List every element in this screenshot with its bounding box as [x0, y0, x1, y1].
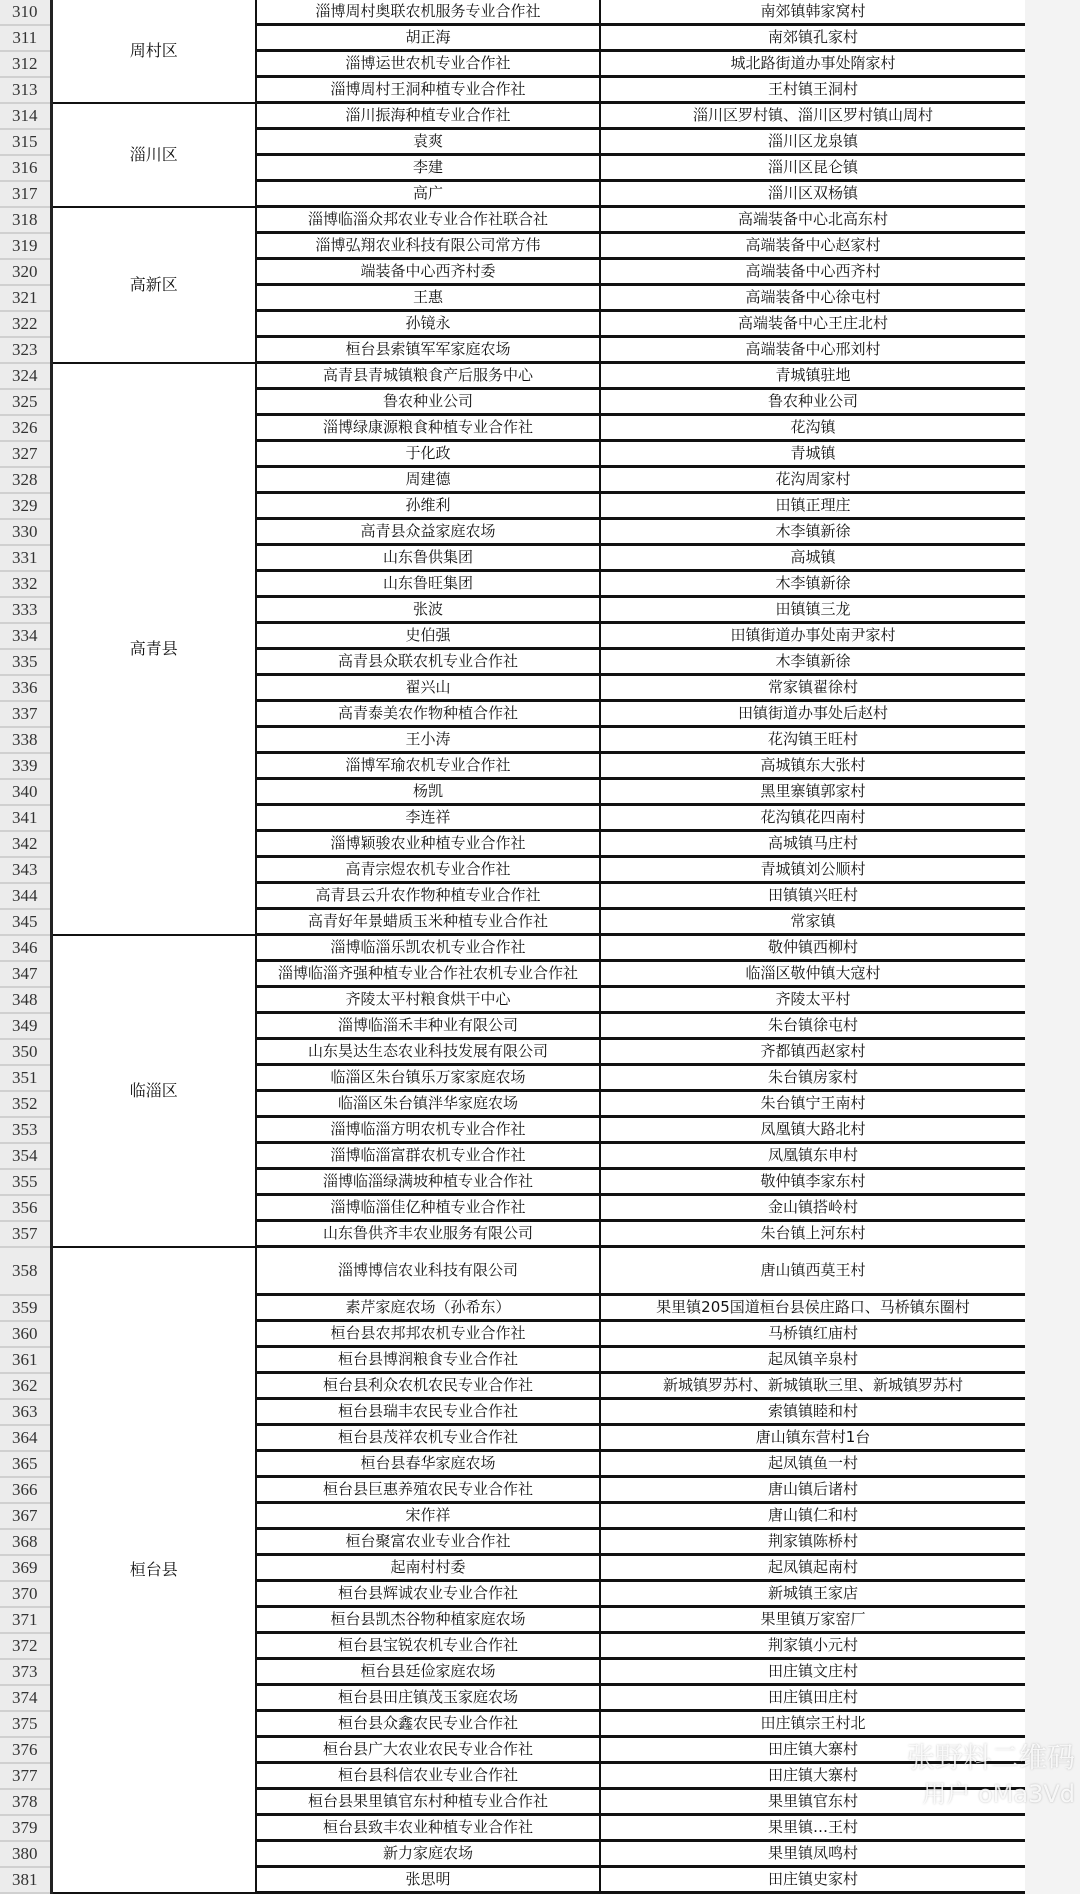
- name-cell[interactable]: 淄博颖骏农业种植专业合作社: [256, 831, 600, 857]
- location-cell[interactable]: 朱台镇徐屯村: [600, 1013, 1025, 1039]
- row-header[interactable]: 334: [0, 623, 51, 649]
- table-row: [0, 207, 1025, 233]
- row-header[interactable]: 325: [0, 389, 51, 415]
- name-cell[interactable]: 淄博弘翔农业科技有限公司常方伟: [256, 233, 600, 259]
- name-cell[interactable]: 孙镜永: [256, 311, 600, 337]
- row-header[interactable]: 323: [0, 337, 51, 363]
- row-header[interactable]: 338: [0, 727, 51, 753]
- row-header[interactable]: 347: [0, 961, 51, 987]
- name-cell[interactable]: 山东昊达生态农业科技发展有限公司: [256, 1039, 600, 1065]
- row-header[interactable]: 368: [0, 1529, 51, 1555]
- location-cell[interactable]: 田庄镇宗王村北: [600, 1711, 1025, 1737]
- row-header[interactable]: 350: [0, 1039, 51, 1065]
- location-cell[interactable]: 高端装备中心王庄北村: [600, 311, 1025, 337]
- location-cell[interactable]: 花沟周家村: [600, 467, 1025, 493]
- location-cell[interactable]: 田庄镇大寨村: [600, 1737, 1025, 1763]
- row-header[interactable]: 339: [0, 753, 51, 779]
- row-header[interactable]: 353: [0, 1117, 51, 1143]
- name-cell[interactable]: 起南村村委: [256, 1555, 600, 1581]
- location-cell[interactable]: 花沟镇: [600, 415, 1025, 441]
- name-cell[interactable]: 山东鲁供齐丰农业服务有限公司: [256, 1221, 600, 1247]
- location-cell[interactable]: 起凤镇起南村: [600, 1555, 1025, 1581]
- row-header[interactable]: 351: [0, 1065, 51, 1091]
- row-header[interactable]: 326: [0, 415, 51, 441]
- location-cell[interactable]: 黑里寨镇郭家村: [600, 779, 1025, 805]
- location-cell[interactable]: 高端装备中心西齐村: [600, 259, 1025, 285]
- row-header[interactable]: 374: [0, 1685, 51, 1711]
- name-cell[interactable]: 淄博军瑜农机专业合作社: [256, 753, 600, 779]
- row-header[interactable]: 336: [0, 675, 51, 701]
- location-cell[interactable]: 南郊镇孔家村: [600, 25, 1025, 51]
- location-cell[interactable]: 起凤镇鱼一村: [600, 1451, 1025, 1477]
- row-header[interactable]: 327: [0, 441, 51, 467]
- row-header[interactable]: 360: [0, 1321, 51, 1347]
- location-cell[interactable]: 果里镇…王村: [600, 1815, 1025, 1841]
- name-cell[interactable]: 桓台县茂祥农机专业合作社: [256, 1425, 600, 1451]
- location-cell[interactable]: 南郊镇韩家窝村: [600, 0, 1025, 25]
- name-cell[interactable]: 桓台县果里镇官东村种植专业合作社: [256, 1789, 600, 1815]
- location-cell[interactable]: 常家镇: [600, 909, 1025, 935]
- name-cell[interactable]: 张思明: [256, 1867, 600, 1893]
- location-cell[interactable]: 高端装备中心徐屯村: [600, 285, 1025, 311]
- location-cell[interactable]: 唐山镇西莫王村: [600, 1247, 1025, 1295]
- location-cell[interactable]: 木李镇新徐: [600, 519, 1025, 545]
- location-cell[interactable]: 花沟镇花四南村: [600, 805, 1025, 831]
- name-cell[interactable]: 素芹家庭农场（孙希东）: [256, 1295, 600, 1321]
- location-cell[interactable]: 王村镇王洞村: [600, 77, 1025, 103]
- row-header[interactable]: 322: [0, 311, 51, 337]
- name-cell[interactable]: 淄博周村王洞种植专业合作社: [256, 77, 600, 103]
- location-cell[interactable]: 临淄区敬仲镇大寇村: [600, 961, 1025, 987]
- name-cell[interactable]: 桓台县广大农业农民专业合作社: [256, 1737, 600, 1763]
- location-cell[interactable]: 田庄镇史家村: [600, 1867, 1025, 1893]
- location-cell[interactable]: 城北路街道办事处隋家村: [600, 51, 1025, 77]
- watermark-line2: 用户 oMa3Vd: [922, 1780, 1075, 1808]
- row-header[interactable]: 378: [0, 1789, 51, 1815]
- location-cell[interactable]: 果里镇205国道桓台县侯庄路口、马桥镇东圈村: [600, 1295, 1025, 1321]
- location-cell[interactable]: 常家镇翟徐村: [600, 675, 1025, 701]
- name-cell[interactable]: 桓台聚富农业专业合作社: [256, 1529, 600, 1555]
- name-cell[interactable]: 王惠: [256, 285, 600, 311]
- name-cell[interactable]: 史伯强: [256, 623, 600, 649]
- row-header[interactable]: 343: [0, 857, 51, 883]
- location-cell[interactable]: 高城镇: [600, 545, 1025, 571]
- row-header[interactable]: 359: [0, 1295, 51, 1321]
- row-header[interactable]: 341: [0, 805, 51, 831]
- district-cell[interactable]: 周村区: [51, 0, 256, 103]
- location-cell[interactable]: 高端装备中心北高东村: [600, 207, 1025, 233]
- row-header[interactable]: 332: [0, 571, 51, 597]
- row-header[interactable]: 337: [0, 701, 51, 727]
- row-header[interactable]: 320: [0, 259, 51, 285]
- table-row: [0, 363, 1025, 389]
- location-cell[interactable]: 花沟镇王旺村: [600, 727, 1025, 753]
- location-cell[interactable]: 齐都镇西赵家村: [600, 1039, 1025, 1065]
- name-cell[interactable]: 淄博临淄齐强种植专业合作社农机专业合作社: [256, 961, 600, 987]
- location-cell[interactable]: 索镇镇睦和村: [600, 1399, 1025, 1425]
- row-header[interactable]: 316: [0, 155, 51, 181]
- location-cell[interactable]: 田镇镇兴旺村: [600, 883, 1025, 909]
- row-header[interactable]: 366: [0, 1477, 51, 1503]
- location-cell[interactable]: 果里镇官东村: [600, 1789, 1025, 1815]
- location-cell[interactable]: 唐山镇东营村1台: [600, 1425, 1025, 1451]
- row-header[interactable]: 357: [0, 1221, 51, 1247]
- location-cell[interactable]: 金山镇搭岭村: [600, 1195, 1025, 1221]
- row-header[interactable]: 310: [0, 0, 51, 25]
- row-header[interactable]: 356: [0, 1195, 51, 1221]
- location-cell[interactable]: 果里镇凤鸣村: [600, 1841, 1025, 1867]
- name-cell[interactable]: 高青泰美农作物种植合作社: [256, 701, 600, 727]
- row-header[interactable]: 319: [0, 233, 51, 259]
- row-header[interactable]: 313: [0, 77, 51, 103]
- name-cell[interactable]: 鲁农种业公司: [256, 389, 600, 415]
- row-header[interactable]: 324: [0, 363, 51, 389]
- row-header[interactable]: 370: [0, 1581, 51, 1607]
- name-cell[interactable]: 桓台县农邦邦农机专业合作社: [256, 1321, 600, 1347]
- row-header[interactable]: 348: [0, 987, 51, 1013]
- row-header[interactable]: 344: [0, 883, 51, 909]
- location-cell[interactable]: 田镇正理庄: [600, 493, 1025, 519]
- row-header[interactable]: 317: [0, 181, 51, 207]
- name-cell[interactable]: 山东鲁旺集团: [256, 571, 600, 597]
- row-header[interactable]: 340: [0, 779, 51, 805]
- row-header[interactable]: 375: [0, 1711, 51, 1737]
- location-cell[interactable]: 齐陵太平村: [600, 987, 1025, 1013]
- row-header[interactable]: 362: [0, 1373, 51, 1399]
- name-cell[interactable]: 淄博绿康源粮食种植专业合作社: [256, 415, 600, 441]
- row-header[interactable]: 355: [0, 1169, 51, 1195]
- location-cell[interactable]: 朱台镇宁王南村: [600, 1091, 1025, 1117]
- name-cell[interactable]: 桓台县博润粮食专业合作社: [256, 1347, 600, 1373]
- location-cell[interactable]: 凤凰镇东申村: [600, 1143, 1025, 1169]
- row-header[interactable]: 346: [0, 935, 51, 961]
- location-cell[interactable]: 木李镇新徐: [600, 649, 1025, 675]
- name-cell[interactable]: 宋作祥: [256, 1503, 600, 1529]
- location-cell[interactable]: 朱台镇房家村: [600, 1065, 1025, 1091]
- row-header[interactable]: 328: [0, 467, 51, 493]
- row-header[interactable]: 349: [0, 1013, 51, 1039]
- name-cell[interactable]: 淄博临淄方明农机专业合作社: [256, 1117, 600, 1143]
- table-row: [0, 1247, 1025, 1295]
- location-cell[interactable]: 淄川区昆仑镇: [600, 155, 1025, 181]
- name-cell[interactable]: 淄博临淄富群农机专业合作社: [256, 1143, 600, 1169]
- row-header[interactable]: 329: [0, 493, 51, 519]
- location-cell[interactable]: 果里镇万家窑厂: [600, 1607, 1025, 1633]
- name-cell[interactable]: 高青县云升农作物种植专业合作社: [256, 883, 600, 909]
- name-cell[interactable]: 周建德: [256, 467, 600, 493]
- location-cell[interactable]: 高城镇东大张村: [600, 753, 1025, 779]
- name-cell[interactable]: 端装备中心西齐村委: [256, 259, 600, 285]
- row-header[interactable]: 381: [0, 1867, 51, 1893]
- name-cell[interactable]: 桓台县科信农业专业合作社: [256, 1763, 600, 1789]
- name-cell[interactable]: 高青宗煜农机专业合作社: [256, 857, 600, 883]
- location-cell[interactable]: 马桥镇红庙村: [600, 1321, 1025, 1347]
- name-cell[interactable]: 淄博周村奥联农机服务专业合作社: [256, 0, 600, 25]
- row-header[interactable]: 376: [0, 1737, 51, 1763]
- row-header[interactable]: 312: [0, 51, 51, 77]
- location-cell[interactable]: 田镇镇三龙: [600, 597, 1025, 623]
- name-cell[interactable]: 淄博临淄众邦农业专业合作社联合社: [256, 207, 600, 233]
- name-cell[interactable]: 淄博运世农机专业合作社: [256, 51, 600, 77]
- location-cell[interactable]: 朱台镇上河东村: [600, 1221, 1025, 1247]
- row-header[interactable]: 315: [0, 129, 51, 155]
- name-cell[interactable]: 翟兴山: [256, 675, 600, 701]
- location-cell[interactable]: 唐山镇仁和村: [600, 1503, 1025, 1529]
- location-cell[interactable]: 田镇街道办事处后赵村: [600, 701, 1025, 727]
- name-cell[interactable]: 张波: [256, 597, 600, 623]
- name-cell[interactable]: 齐陵太平村粮食烘干中心: [256, 987, 600, 1013]
- name-cell[interactable]: 高青县青城镇粮食产后服务中心: [256, 363, 600, 389]
- location-cell[interactable]: 新城镇王家店: [600, 1581, 1025, 1607]
- location-cell[interactable]: 淄川区双杨镇: [600, 181, 1025, 207]
- location-cell[interactable]: 高端装备中心邢刘村: [600, 337, 1025, 363]
- name-cell[interactable]: 桓台县凯杰谷物种植家庭农场: [256, 1607, 600, 1633]
- district-cell[interactable]: 高新区: [51, 207, 256, 363]
- location-cell[interactable]: 荆家镇陈桥村: [600, 1529, 1025, 1555]
- location-cell[interactable]: 敬仲镇西柳村: [600, 935, 1025, 961]
- name-cell[interactable]: 胡正海: [256, 25, 600, 51]
- row-header[interactable]: 380: [0, 1841, 51, 1867]
- name-cell[interactable]: 桓台县田庄镇茂玉家庭农场: [256, 1685, 600, 1711]
- location-cell[interactable]: 凤凰镇大路北村: [600, 1117, 1025, 1143]
- name-cell[interactable]: 高青县众益家庭农场: [256, 519, 600, 545]
- name-cell[interactable]: 桓台县瑞丰农民专业合作社: [256, 1399, 600, 1425]
- name-cell[interactable]: 新力家庭农场: [256, 1841, 600, 1867]
- district-cell[interactable]: 临淄区: [51, 935, 256, 1247]
- location-cell[interactable]: 荆家镇小元村: [600, 1633, 1025, 1659]
- name-cell[interactable]: 杨凯: [256, 779, 600, 805]
- location-cell[interactable]: 起凤镇辛泉村: [600, 1347, 1025, 1373]
- location-cell[interactable]: 青城镇驻地: [600, 363, 1025, 389]
- watermark-line1: 张野料二维码: [906, 1741, 1075, 1774]
- name-cell[interactable]: 李建: [256, 155, 600, 181]
- name-cell[interactable]: 临淄区朱台镇乐万家家庭农场: [256, 1065, 600, 1091]
- name-cell[interactable]: 桓台县巨惠养殖农民专业合作社: [256, 1477, 600, 1503]
- name-cell[interactable]: 桓台县众鑫农民专业合作社: [256, 1711, 600, 1737]
- row-header[interactable]: 342: [0, 831, 51, 857]
- row-header[interactable]: 333: [0, 597, 51, 623]
- row-header[interactable]: 369: [0, 1555, 51, 1581]
- location-cell[interactable]: 木李镇新徐: [600, 571, 1025, 597]
- name-cell[interactable]: 高青好年景蜡质玉米种植专业合作社: [256, 909, 600, 935]
- location-cell[interactable]: 田庄镇大寨村: [600, 1763, 1025, 1789]
- name-cell[interactable]: 桓台县宝锐农机专业合作社: [256, 1633, 600, 1659]
- name-cell[interactable]: 淄博临淄乐凯农机专业合作社: [256, 935, 600, 961]
- name-cell[interactable]: 高青县众联农机专业合作社: [256, 649, 600, 675]
- row-header[interactable]: 377: [0, 1763, 51, 1789]
- name-cell[interactable]: 临淄区朱台镇泮华家庭农场: [256, 1091, 600, 1117]
- name-cell[interactable]: 桓台县致丰农业种植专业合作社: [256, 1815, 600, 1841]
- name-cell[interactable]: 淄博博信农业科技有限公司: [256, 1247, 600, 1295]
- row-header[interactable]: 321: [0, 285, 51, 311]
- location-cell[interactable]: 新城镇罗苏村、新城镇耿三里、新城镇罗苏村: [600, 1373, 1025, 1399]
- location-cell[interactable]: 田庄镇文庄村: [600, 1659, 1025, 1685]
- name-cell[interactable]: 淄博临淄禾丰种业有限公司: [256, 1013, 600, 1039]
- watermark: [845, 1740, 1075, 1812]
- row-header[interactable]: 345: [0, 909, 51, 935]
- row-header[interactable]: 335: [0, 649, 51, 675]
- name-cell[interactable]: 桓台县廷俭家庭农场: [256, 1659, 600, 1685]
- row-header[interactable]: 354: [0, 1143, 51, 1169]
- row-header[interactable]: 361: [0, 1347, 51, 1373]
- row-header[interactable]: 318: [0, 207, 51, 233]
- name-cell[interactable]: 高广: [256, 181, 600, 207]
- name-cell[interactable]: 桓台县索镇军军家庭农场: [256, 337, 600, 363]
- row-header[interactable]: 331: [0, 545, 51, 571]
- row-header[interactable]: 314: [0, 103, 51, 129]
- location-cell[interactable]: 淄川区罗村镇、淄川区罗村镇山周村: [600, 103, 1025, 129]
- location-cell[interactable]: 鲁农种业公司: [600, 389, 1025, 415]
- row-header[interactable]: 371: [0, 1607, 51, 1633]
- district-cell[interactable]: 高青县: [51, 363, 256, 935]
- row-header[interactable]: 367: [0, 1503, 51, 1529]
- name-cell[interactable]: 淄博临淄绿满坡种植专业合作社: [256, 1169, 600, 1195]
- row-header[interactable]: 372: [0, 1633, 51, 1659]
- name-cell[interactable]: 淄博临淄佳亿种植专业合作社: [256, 1195, 600, 1221]
- row-header[interactable]: 352: [0, 1091, 51, 1117]
- name-cell[interactable]: 桓台县利众农机农民专业合作社: [256, 1373, 600, 1399]
- location-cell[interactable]: 淄川区龙泉镇: [600, 129, 1025, 155]
- table-row: [0, 103, 1025, 129]
- district-cell[interactable]: 桓台县: [51, 1247, 256, 1893]
- table-row: [0, 0, 1025, 25]
- row-header[interactable]: 373: [0, 1659, 51, 1685]
- table-row: [0, 935, 1025, 961]
- location-cell[interactable]: 田镇街道办事处南尹家村: [600, 623, 1025, 649]
- location-cell[interactable]: 田庄镇田庄村: [600, 1685, 1025, 1711]
- name-cell[interactable]: 山东鲁供集团: [256, 545, 600, 571]
- row-header[interactable]: 364: [0, 1425, 51, 1451]
- location-cell[interactable]: 高城镇马庄村: [600, 831, 1025, 857]
- location-cell[interactable]: 青城镇刘公顺村: [600, 857, 1025, 883]
- district-cell[interactable]: 淄川区: [51, 103, 256, 207]
- name-cell[interactable]: 李连祥: [256, 805, 600, 831]
- name-cell[interactable]: 于化政: [256, 441, 600, 467]
- name-cell[interactable]: 袁爽: [256, 129, 600, 155]
- name-cell[interactable]: 孙维利: [256, 493, 600, 519]
- row-header[interactable]: 379: [0, 1815, 51, 1841]
- row-header[interactable]: 363: [0, 1399, 51, 1425]
- row-header[interactable]: 330: [0, 519, 51, 545]
- location-cell[interactable]: 敬仲镇李家东村: [600, 1169, 1025, 1195]
- name-cell[interactable]: 淄川振海种植专业合作社: [256, 103, 600, 129]
- row-header[interactable]: 311: [0, 25, 51, 51]
- row-header[interactable]: 365: [0, 1451, 51, 1477]
- name-cell[interactable]: 桓台县春华家庭农场: [256, 1451, 600, 1477]
- location-cell[interactable]: 青城镇: [600, 441, 1025, 467]
- name-cell[interactable]: 王小涛: [256, 727, 600, 753]
- row-header[interactable]: 358: [0, 1247, 51, 1295]
- location-cell[interactable]: 唐山镇后诸村: [600, 1477, 1025, 1503]
- location-cell[interactable]: 高端装备中心赵家村: [600, 233, 1025, 259]
- name-cell[interactable]: 桓台县辉诚农业专业合作社: [256, 1581, 600, 1607]
